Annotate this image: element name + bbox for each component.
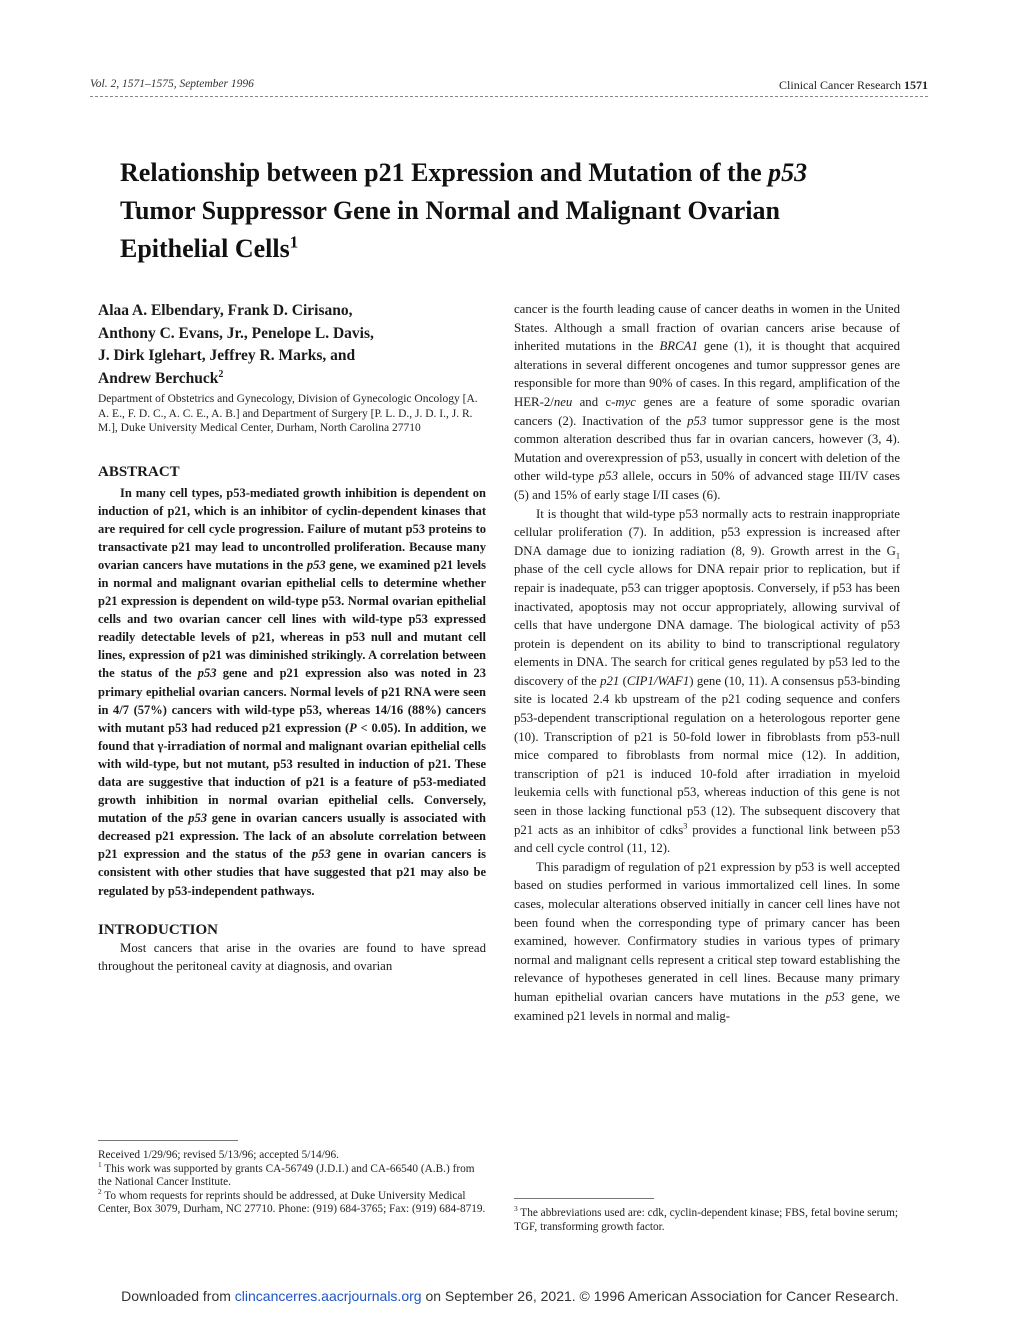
article-title xyxy=(120,154,880,268)
footnote-2: $^2$ To whom requests for reprints should be addressed, at Duke University Medical Center, Box 3079, Durham, NC 27710. Phone: (919) 684-3765; Fax: (919) 684-8719. xyxy=(98,1187,486,1216)
header-rule xyxy=(90,96,928,97)
footnotes-left xyxy=(98,1140,486,1217)
body-paragraph: cancer is the fourth leading cause of cancer deaths in women in the United States. Although a small fraction of ovarian cancers arise because of inherited mutations in the BRCA1 gene (1), it is thought that acquired alterations in several different oncogenes and tumor suppressor genes are responsible for more than 90% of cases. In this regard, amplification of the HER-2/neu and c-myc genes are a feature of some sporadic ovarian cancers (2). Inactivation of the p53 tumor suppressor gene is the most common alteration described thus far in ovarian cancers, however (3, 4). Mutation and overexpression of p53, usually in concert with deletion of the other wild-type p53 allele, occurs in 50% of advanced stage III/IV cases (5) and 15% of early stage I/II cases (6). xyxy=(514,302,900,502)
author-line: Alaa A. Elbendary, Frank D. Cirisano, xyxy=(98,302,353,319)
introduction-paragraph: Most cancers that arise in the ovaries are found to have spread throughout the peritoneal cavity at diagnosis, and ovarian xyxy=(98,940,486,974)
title-gene-italic: p53 xyxy=(768,158,808,187)
right-column xyxy=(514,300,900,1025)
footnote-3: $^3$ The abbreviations used are: cdk, cyclin-dependent kinase; FBS, fetal bovine serum; TGF, transforming growth factor. xyxy=(514,1204,898,1233)
journal-volume-info: Vol. 2, 1571–1575, September 1996 xyxy=(90,78,254,90)
introduction-heading: INTRODUCTION xyxy=(98,921,219,938)
author-line: Andrew Berchuck$^2$ xyxy=(98,368,224,387)
body-paragraph: This paradigm of regulation of p21 expression by p53 is well accepted based on studies performed in various immortalized cell lines. In some cases, molecular alterations observed initially in cancer cell lines have not been found when the corresponding type of primary cancer has been examined, however. Confirmatory studies in various types of primary normal and malignant cells represent a critical step toward establishing the relevance of hypotheses generated in cell lines. Because many primary human epithelial ovarian cancers have mutations in the p53 gene, we examined p21 levels in normal and malig- xyxy=(514,859,900,1023)
received-dates: Received 1/29/96; revised 5/13/96; accepted 5/14/96. xyxy=(98,1149,339,1161)
page-number: 1571 xyxy=(904,78,928,92)
author-footnote-mark: 2 xyxy=(218,368,224,380)
left-column xyxy=(98,300,486,976)
author-line: Anthony C. Evans, Jr., Penelope L. Davis, xyxy=(98,324,374,342)
body-paragraph: It is thought that wild-type p53 normally acts to restrain inappropriate cellular proliferation (7). In addition, p53 expression is increased after DNA damage due to ionizing radiation (8, 9). Growth arrest in the $G_1$ phase of the cell cycle allows for DNA repair prior to replication, but if repair is inadequate, p53 can trigger apoptosis. Conversely, if p53 has been inactivated, apoptosis may not occur appropriately, allowing survival of cells that have undergone DNA damage. The biological activity of p53 protein is dependent on its ability to bind to transcriptional regulatory elements in DNA. The search for critical genes regulated by p53 led to the discovery of the p21 (CIP1/WAF1) gene (10, 11). A consensus p53-binding site is located 2.4 kb upstream of the p21 coding sequence and confers p53-dependent transcriptional regulation on a heterologous reporter gene (10). Transcription of p21 is 50-fold lower in fibroblasts from p53-null mice compared to fibroblasts from normal mice (12). In addition, transcription of p21 is induced 10-fold after irradiation in myeloid leukemia cells with functional p53, whereas induction of this gene is not seen in those lacking functional p53 (12). The subsequent discovery that p21 acts as an inhibitor of cdks$^3$ provides a functional link between p53 and cell cycle control (11, 12). xyxy=(514,506,901,856)
author-line: J. Dirk Iglehart, Jeffrey R. Marks, and xyxy=(98,347,356,364)
abstract-heading: ABSTRACT xyxy=(98,463,180,480)
journal-name: Clinical Cancer Research xyxy=(779,78,901,92)
title-text: Tumor Suppressor Gene in Normal and Malignant Ovarian xyxy=(120,196,780,225)
affiliation: Department of Obstetrics and Gynecology, Division of Gynecologic Oncology [A. A. E., F. D. C., A. C. E., A. B.] and Department of Surgery [P. L. D., J. D. I., J. R. M.], Duke University Medical Center, Durham, North Carolina 27710 xyxy=(98,393,478,434)
footnote-rule xyxy=(514,1198,654,1199)
download-footer: Downloaded from clincancerres.aacrjournals.org on September 26, 2021. © 1996 American Association for Cancer Research. xyxy=(121,1288,899,1304)
footnote-1: $^1$ This work was supported by grants CA-56749 (J.D.I.) and CA-66540 (A.B.) from the National Cancer Institute. xyxy=(98,1159,475,1189)
journal-site-link[interactable]: clincancerres.aacrjournals.org xyxy=(234,1288,422,1304)
journal-running-head xyxy=(779,78,928,93)
title-text: Epithelial Cells xyxy=(120,234,290,263)
title-footnote-mark: 1 xyxy=(289,232,299,252)
title-text: Relationship between p21 Expression and Mutation of the xyxy=(120,158,769,187)
footnotes-right xyxy=(514,1198,900,1234)
abstract-body: In many cell types, p53-mediated growth inhibition is dependent on induction of p21, which is an inhibitor of cyclin-dependent kinases that are required for cell cycle progression. Failure of mutant p53 proteins to transactivate p21 may lead to uncontrolled proliferation. Because many ovarian cancers have mutations in the p53 gene, we examined p21 levels in normal and malignant ovarian epithelial cells to determine whether p21 expression is dependent on wild-type p53. Normal ovarian epithelial cells and two ovarian cancer cell lines with wild-type p53 expressed readily detectable levels of p21, whereas in p53 null and mutant cell lines, expression of p21 was diminished strikingly. A correlation between the status of the p53 gene and p21 expression also was noted in 23 primary epithelial ovarian cancers. Normal levels of p21 RNA were seen in 4/7 (57%) cancers with wild-type p53, whereas 14/16 (88%) cancers with mutant p53 had reduced p21 expression (P < 0.05). In addition, we found that γ-irradiation of normal and malignant ovarian epithelial cells with wild-type, but not mutant, p53 resulted in induction of p21. These data are suggestive that induction of p21 is a feature of p53-mediated growth inhibition in normal ovarian epithelial cells. Conversely, mutation of the p53 gene in ovarian cancers usually is associated with decreased p21 expression. The lack of an absolute correlation between p21 expression and the status of the p53 gene in ovarian cancers is consistent with other studies that have suggested that p21 may also be regulated by p53-independent pathways. xyxy=(98,485,486,898)
author-list xyxy=(98,300,486,390)
footnote-rule xyxy=(98,1140,238,1141)
